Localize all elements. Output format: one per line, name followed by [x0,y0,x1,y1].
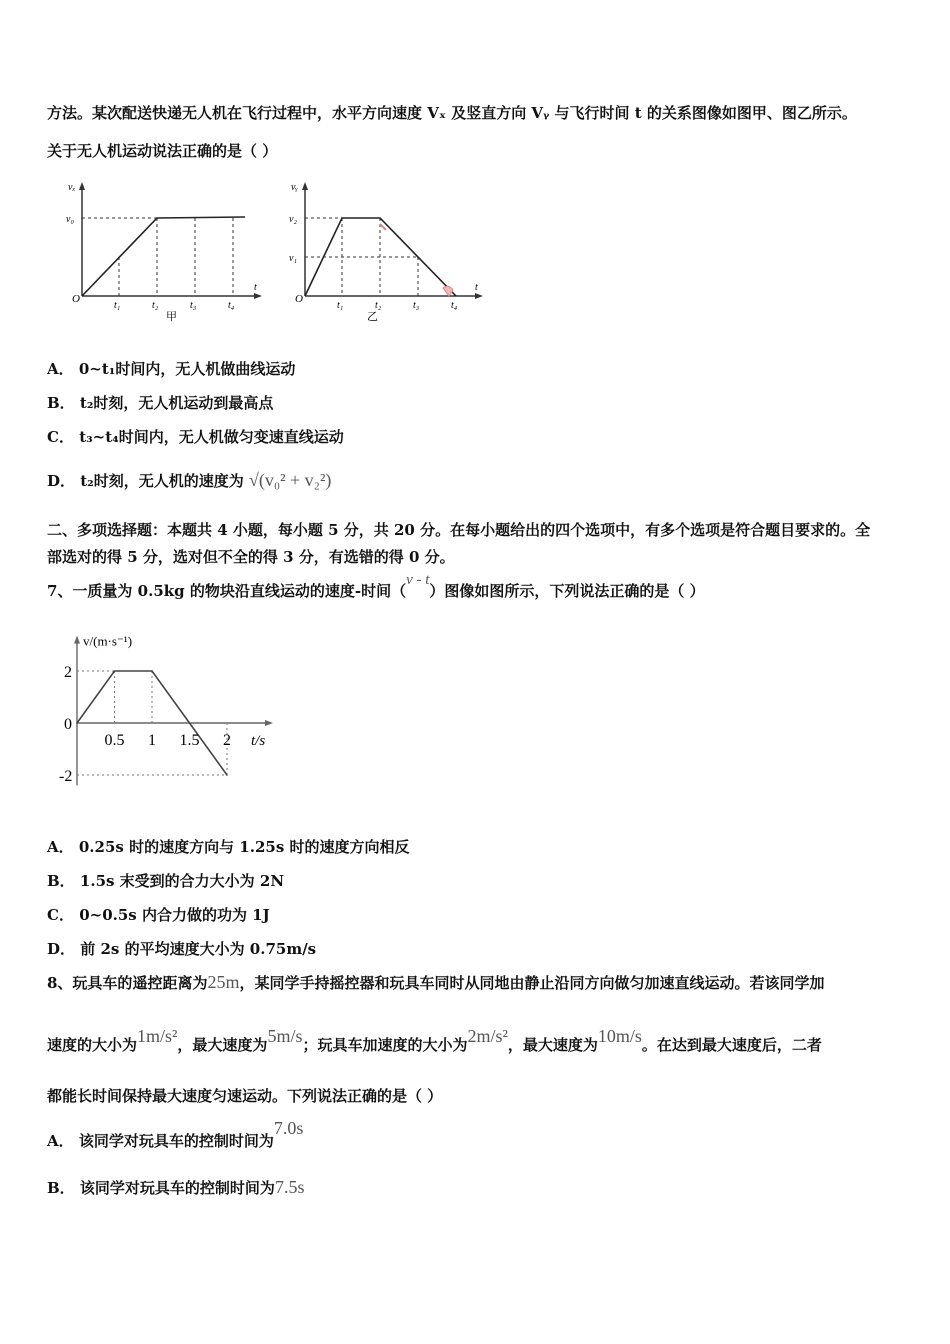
jia-tick-t2: t₂ [152,300,159,311]
q8-l2e: 。在达到最大速度后，二者 [641,1036,822,1054]
q8-a2: 2m/s² [467,1026,508,1046]
q7-y-tick-label: -2 [59,768,73,785]
q8-l1b: ，某同学手持摇控器和玩具车同时从同地由静止沿同方向做匀加速直线运动。若该同学加 [239,974,825,992]
q7-option-b[interactable] [47,870,284,891]
q8-option-a-text: 该同学对玩具车的控制时间为 [78,1132,274,1150]
yi-angle-mark-1 [380,224,386,230]
section2-line1: 二、多项选择题：本题共 4 小题，每小题 5 分，共 20 分。在每小题给出的四个选项中，有多个选项是符合题目要求的。全 [47,521,871,539]
q8-option-a-letter: A． [47,1132,74,1150]
section2-line2: 部选对的得 5 分，选对但不全的得 3 分，有选错的得 0 分。 [47,548,455,566]
q7-x-arrow [265,720,273,726]
q7-option-b-letter: B． [47,872,75,890]
yi-ylabel: vᵧ [291,182,298,193]
q8-v2: 10m/s [597,1026,642,1046]
q8-option-b-text: 该同学对玩具车的控制时间为 [79,1179,275,1197]
q8-option-b-value: 7.5s [274,1177,305,1197]
q7-option-a[interactable] [47,836,410,857]
q8-line3: 都能长时间保持最大速度匀速运动。下列说法正确的是（ ） [47,1087,443,1105]
q8-line2 [47,1026,822,1055]
yi-tick-t1: t₁ [337,300,344,311]
q7-option-d[interactable] [47,938,316,959]
jia-origin: O [72,293,80,305]
q7-option-d-text: 前 2s 的平均速度大小为 0.75m/s [80,940,317,958]
yi-v2-label: v₂ [289,214,297,225]
yi-origin: O [295,293,303,305]
q6-figure-yi [283,178,493,323]
jia-caption: 甲 [166,311,177,323]
q7-option-a-letter: A． [47,838,74,856]
yi-tick-t4: t₄ [451,300,458,311]
q7-y-tick-label: 2 [64,664,72,681]
q8-option-b[interactable] [47,1177,304,1198]
q6-option-c[interactable] [47,426,344,447]
q8-v1: 5m/s [267,1026,303,1046]
q7-y-tick-label: 0 [64,716,72,733]
q6-option-d-letter: D． [47,472,76,490]
q7-data-point [114,670,116,672]
yi-x-arrow [475,293,483,299]
q7-stem [47,572,705,601]
jia-tick-t4: t₄ [228,300,235,311]
jia-v0-label: v₀ [66,214,74,225]
q6-option-b-letter: B． [47,394,75,412]
q8-option-b-letter: B． [47,1179,75,1197]
jia-ylabel: vₓ [68,182,76,193]
q6-stem-line1: 方法。某次配送快递无人机在飞行过程中，水平方向速度 Vₓ 及竖直方向 Vᵧ 与飞行时间 t 的关系图像如图甲、图乙所示。 [47,104,857,122]
q7-data-point [226,774,228,776]
q6-option-d-formula: √(v₀² + v₂²) [248,470,332,490]
q7-option-a-text: 0.25s 时的速度方向与 1.25s 时的速度方向相反 [78,838,410,856]
q8-l2c: ；玩具车加速度的大小为 [302,1036,468,1054]
q8-l2a: 速度的大小为 [47,1036,138,1054]
q8-l2d: ，最大速度为 [507,1036,598,1054]
q7-option-b-text: 1.5s 末受到的合力大小为 2N [79,872,285,890]
q7-y-axis-label: v/(m·s⁻¹) [83,633,133,649]
jia-tick-t1: t₁ [114,300,121,311]
q6-option-a[interactable] [47,358,295,379]
q7-data-point [151,670,153,672]
q7-stem-b: ）图像如图所示，下列说法正确的是（ ） [429,582,705,600]
yi-tick-t2: t₂ [375,300,382,311]
q6-option-c-text: t₃~t₄时间内，无人机做匀变速直线运动 [79,428,344,446]
q6-option-b[interactable] [47,392,273,413]
q6-option-a-letter: A． [47,360,74,378]
q8-l1a: 8、玩具车的遥控距离为 [47,974,208,992]
q7-vt-chart [45,630,295,805]
q7-x-tick-label: 1 [148,732,156,749]
yi-v1-label: v₁ [289,253,297,264]
yi-y-arrow [302,182,308,190]
q7-x-tick-label: 0.5 [104,732,125,749]
q7-data-point [189,722,191,724]
q7-option-c-text: 0~0.5s 内合力做的功为 1J [79,906,270,924]
yi-angle-mark-2 [443,286,453,296]
q8-option-a-value: 7.0s [273,1118,304,1138]
q7-stem-a: 7、一质量为 0.5kg 的物块沿直线运动的速度-时间（ [47,582,407,600]
q6-option-c-letter: C． [47,428,74,446]
jia-tick-t3: t₃ [190,300,197,311]
q6-option-b-text: t₂时刻，无人机运动到最高点 [79,394,274,412]
q7-option-c[interactable] [47,904,270,925]
q6-stem-line2: 关于无人机运动说法正确的是（ ） [47,142,278,160]
q8-line1 [47,972,824,993]
jia-y-arrow [79,182,85,190]
yi-caption: 乙 [367,311,378,323]
q6-figure-jia [60,178,270,323]
q7-option-c-letter: C． [47,906,74,924]
q8-l2b: ，最大速度为 [177,1036,268,1054]
q7-data-point [76,722,78,724]
q7-option-d-letter: D． [47,940,76,958]
yi-xlabel: t [475,282,478,293]
jia-graph-line [82,217,245,296]
jia-xlabel: t [254,282,257,293]
q7-y-arrow [74,636,80,644]
q7-x-tick-label: 1.5 [179,732,200,749]
q8-a1: 1m/s² [137,1026,178,1046]
q6-option-d-text: t₂时刻，无人机的速度为 [80,472,244,490]
yi-tick-t3: t₃ [413,300,420,311]
q8-distance: 25m [207,972,240,992]
q6-option-d[interactable] [47,470,331,491]
jia-x-arrow [254,293,262,299]
q7-x-axis-label: t/s [251,733,266,749]
q6-option-a-text: 0~t₁时间内，无人机做曲线运动 [78,360,296,378]
q7-x-tick-label: 2 [223,732,231,749]
q7-stem-vt: v - t [406,572,430,588]
q8-option-a[interactable] [47,1118,304,1151]
